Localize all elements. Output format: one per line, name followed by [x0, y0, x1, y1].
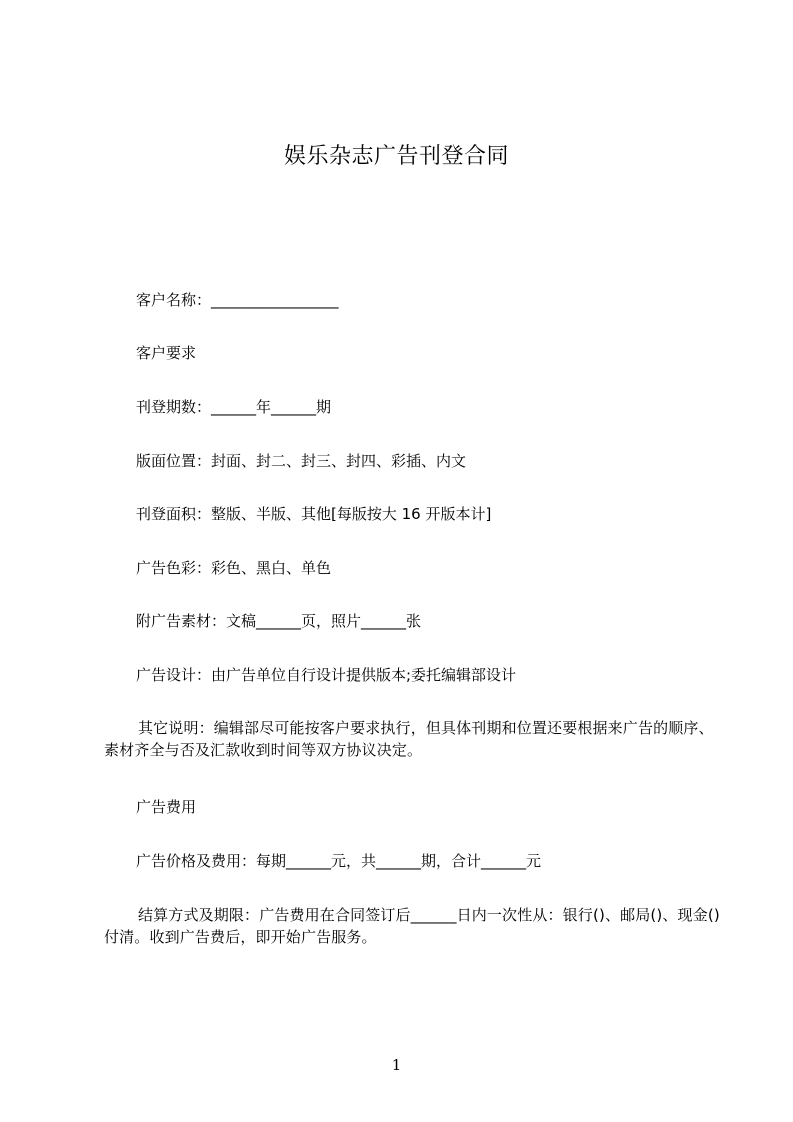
- document-title: 娱乐杂志广告刊登合同: [283, 144, 509, 169]
- ad-design-line: 广告设计：由广告单位自行设计提供版本;委托编辑部设计: [136, 666, 517, 684]
- issue-count-line: 刊登期数：______年______期: [136, 398, 332, 416]
- ad-fee-line: 广告价格及费用：每期______元，共______期，合计______元: [136, 852, 542, 870]
- ad-materials-line: 附广告素材：文稿______页，照片______张: [136, 612, 422, 630]
- ad-fee-heading: 广告费用: [136, 798, 197, 816]
- ad-color-line: 广告色彩：彩色、黑白、单色: [136, 559, 332, 577]
- layout-position-line: 版面位置：封面、封二、封三、封四、彩插、内文: [136, 452, 467, 470]
- other-notes-paragraph: 其它说明：编辑部尽可能按客户要求执行，但具体刊期和位置还要根据来广告的顺序、素材齐全与否及汇款收到时间等双方协议决定。: [104, 719, 714, 759]
- customer-requirements-heading: 客户要求: [136, 344, 197, 362]
- customer-name-line: 客户名称：_________________: [136, 291, 339, 309]
- settlement-paragraph: 结算方式及期限：广告费用在合同签订后______日内一次性从：银行()、邮局()、现金()付清。收到广告费后，即开始广告服务。: [104, 906, 720, 946]
- ad-area-line: 刊登面积：整版、半版、其他[每版按大 16 开版本计]: [136, 505, 492, 523]
- page-number: 1: [391, 1056, 402, 1074]
